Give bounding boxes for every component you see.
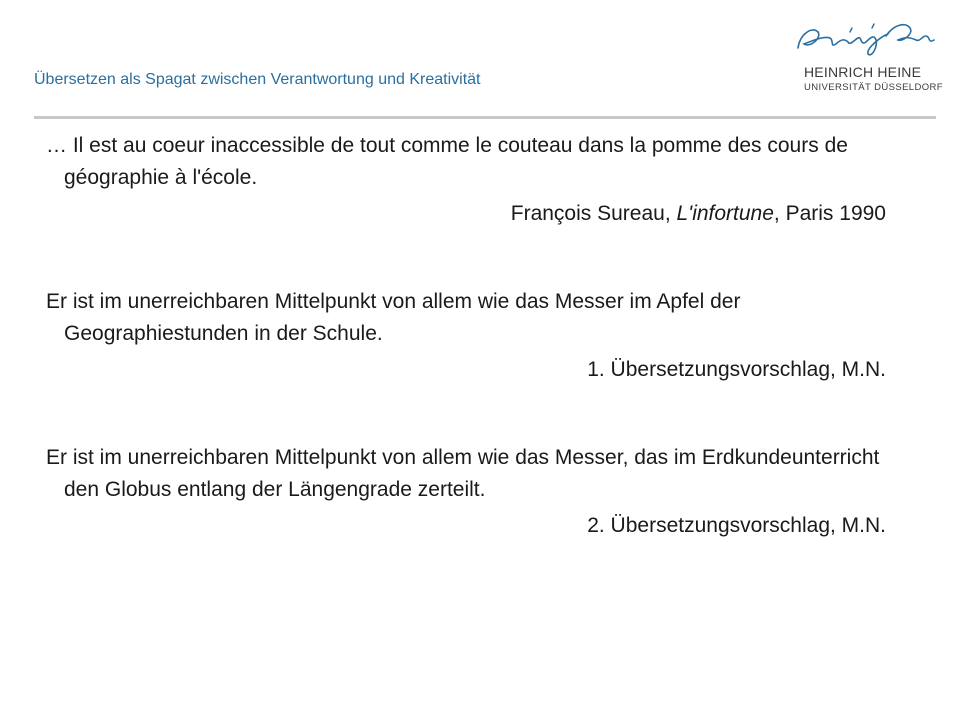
translation-2: Er ist im unerreichbaren Mittelpunkt von allem wie das Messer, das im Erdkundeunterricht den Globus entlang der Längengrade zerteilt.: [46, 446, 880, 501]
heine-signature-icon: [790, 14, 940, 62]
translation-1: Er ist im unerreichbaren Mittelpunkt von allem wie das Messer im Apfel der Geographiestunden in der Schule.: [46, 290, 741, 345]
header-divider: [34, 116, 936, 119]
slide-body: [46, 130, 926, 542]
page-title: Übersetzen als Spagat zwischen Verantwortung und Kreativität: [34, 71, 481, 88]
university-logo: [790, 14, 942, 100]
logo-name: HEINRICH HEINE: [804, 64, 922, 80]
logo-university: UNIVERSITÄT DÜSSELDORF: [804, 82, 944, 93]
translation-1-attribution: 1. Übersetzungsvorschlag, M.N.: [587, 358, 886, 381]
translation-2-attribution: 2. Übersetzungsvorschlag, M.N.: [587, 514, 886, 537]
quote-original: … Il est au coeur inaccessible de tout comme le couteau dans la pomme des cours de géographie à l'école.: [46, 134, 848, 189]
quote-original-attribution: François Sureau, L'infortune, Paris 1990: [510, 202, 886, 225]
